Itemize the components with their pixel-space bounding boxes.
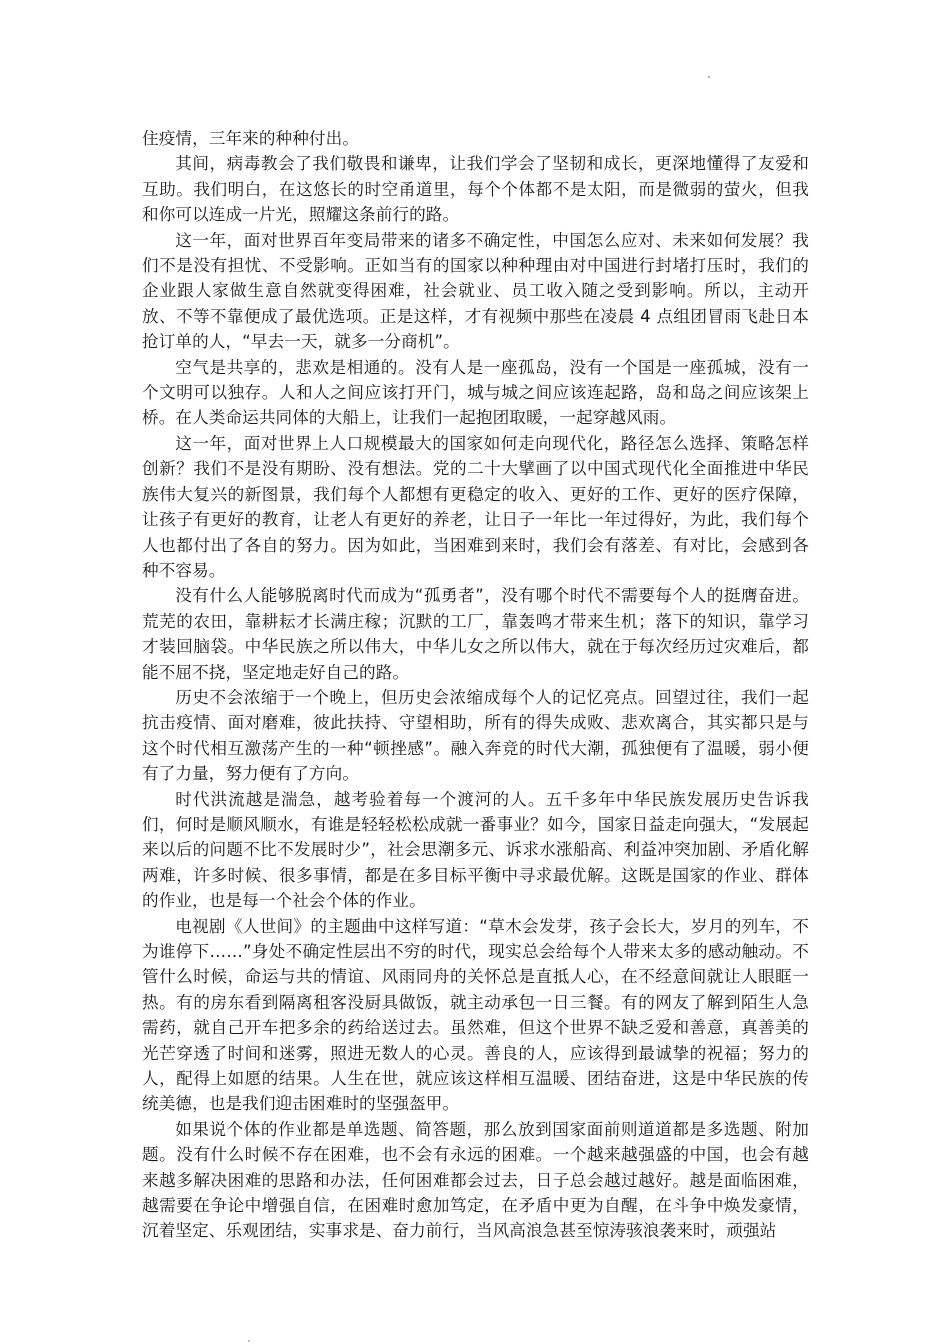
paragraph: 没有什么人能够脱离时代而成为“孤勇者”，没有哪个时代不需要每个人的挺膺奋进。荒芜的农田，靠耕耘才长满庄稼；沉默的工厂，靠轰鸣才带来生机；落下的知识，靠学习才装回脑袋。中华民族之所以伟大，中华儿女之所以伟大，就在于每次经历过灾难后，都能不屈不挠，坚定地走好自己的路。 xyxy=(142,586,809,682)
paragraph: 电视剧《人世间》的主题曲中这样写道：“草木会发芽，孩子会长大，岁月的列车，不为谁停下……”身处不确定性层出不穷的时代，现实总会给每个人带来太多的感动触动。不管什么时候，命运与共的情谊、风雨同舟的关怀总是直抵人心，在不经意间就让人眼眶一热。有的房东看到隔离租客没厨具做饭，就主动承包一日三餐。有的网友了解到陌生人急需药，就自己开车把多余的药给送过去。虽然难，但这个世界不缺乏爱和善意，真善美的光芒穿透了时间和迷雾，照进无数人的心灵。善良的人，应该得到最诚挚的祝福；努力的人，配得上如愿的结果。人生在世，就应该这样相互温暖、团结奋进，这是中华民族的传统美德，也是我们迎击困难时的坚强盔甲。 xyxy=(142,916,809,1114)
paragraph-continuation: 住疫情，三年来的种种付出。 xyxy=(142,129,360,148)
paragraph: 历史不会浓缩于一个晚上，但历史会浓缩成每个人的记忆亮点。回望过往，我们一起抗击疫情、面对磨难，彼此扶持、守望相助，所有的得失成败、悲欢离合，其实都只是与这个时代相互激荡产生的一种“顿挫感”。融入奔竞的时代大潮，孤独便有了温暖，弱小便有了力量，努力便有了方向。 xyxy=(142,687,809,784)
paragraph: 这一年，面对世界上人口规模最大的国家如何走向现代化，路径怎么选择、策略怎样创新？我们不是没有期盼、没有想法。党的二十大擘画了以中国式现代化全面推进中华民族伟大复兴的新图景，我们每个人都想有更稳定的收入、更好的工作、更好的医疗保障，让孩子有更好的教育，让老人有更好的养老，让日子一年比一年过得好，为此，我们每个人也都付出了各自的努力。因为如此，当困难到来时，我们会有落差、有对比，会感到各种不容易。 xyxy=(142,433,809,580)
paragraph: 这一年，面对世界百年变局带来的诸多不确定性，中国怎么应对、未来如何发展？我们不是没有担忧、不受影响。正如当有的国家以种种理由对中国进行封堵打压时，我们的企业跟人家做生意自然就变得困难，社会就业、员工收入随之受到影响。所以，主动开放、不等不靠便成了最优选项。正是这样，才有视频中那些在凌晨 4 点组团冒雨飞赴日本抢订单的人，“早去一天，就多一分商机”。 xyxy=(142,230,809,352)
page-dot-mark xyxy=(708,76,710,78)
paragraph: 如果说个体的作业都是单选题、简答题，那么放到国家面前则道道都是多选题、附加题。没有什么时候不存在困难，也不会有永远的困难。一个越来越强盛的中国，也会有越来越多解决困难的思路和办法，任何困难都会过去，日子总会越过越好。越是面临困难，越需要在争论中增强自信，在困难时愈加笃定，在矛盾中更为自醒，在斗争中焕发豪情，沉着坚定、乐观团结，实事求是、奋力前行，当风高浪急甚至惊涛骇浪袭来时，顽强站 xyxy=(142,1119,809,1241)
page-bottom-dot xyxy=(248,1340,250,1342)
paragraph: 空气是共享的，悲欢是相通的。没有人是一座孤岛，没有一个国是一座孤城，没有一个文明可以独存。人和人之间应该打开门，城与城之间应该连起路，岛和岛之间应该架上桥。在人类命运共同体的大船上，让我们一起抱团取暖，一起穿越风雨。 xyxy=(142,357,809,428)
paragraph: 时代洪流越是湍急，越考验着每一个渡河的人。五千多年中华民族发展历史告诉我们，何时是顺风顺水，有谁是轻轻松松成就一番事业？如今，国家日益走向强大，“发展起来以后的问题不比不发展时少”，社会思潮多元、诉求水涨船高、利益冲突加剧、矛盾化解两难，许多时候、很多事情，都是在多目标平衡中寻求最优解。这既是国家的作业、群体的作业，也是每一个社会个体的作业。 xyxy=(142,789,809,911)
document-body xyxy=(142,126,809,1244)
paragraph: 其间，病毒教会了我们敬畏和谦卑，让我们学会了坚韧和成长，更深地懂得了友爱和互助。我们明白，在这悠长的时空甬道里，每个个体都不是太阳，而是微弱的萤火，但我和你可以连成一片光，照耀这条前行的路。 xyxy=(142,154,809,225)
